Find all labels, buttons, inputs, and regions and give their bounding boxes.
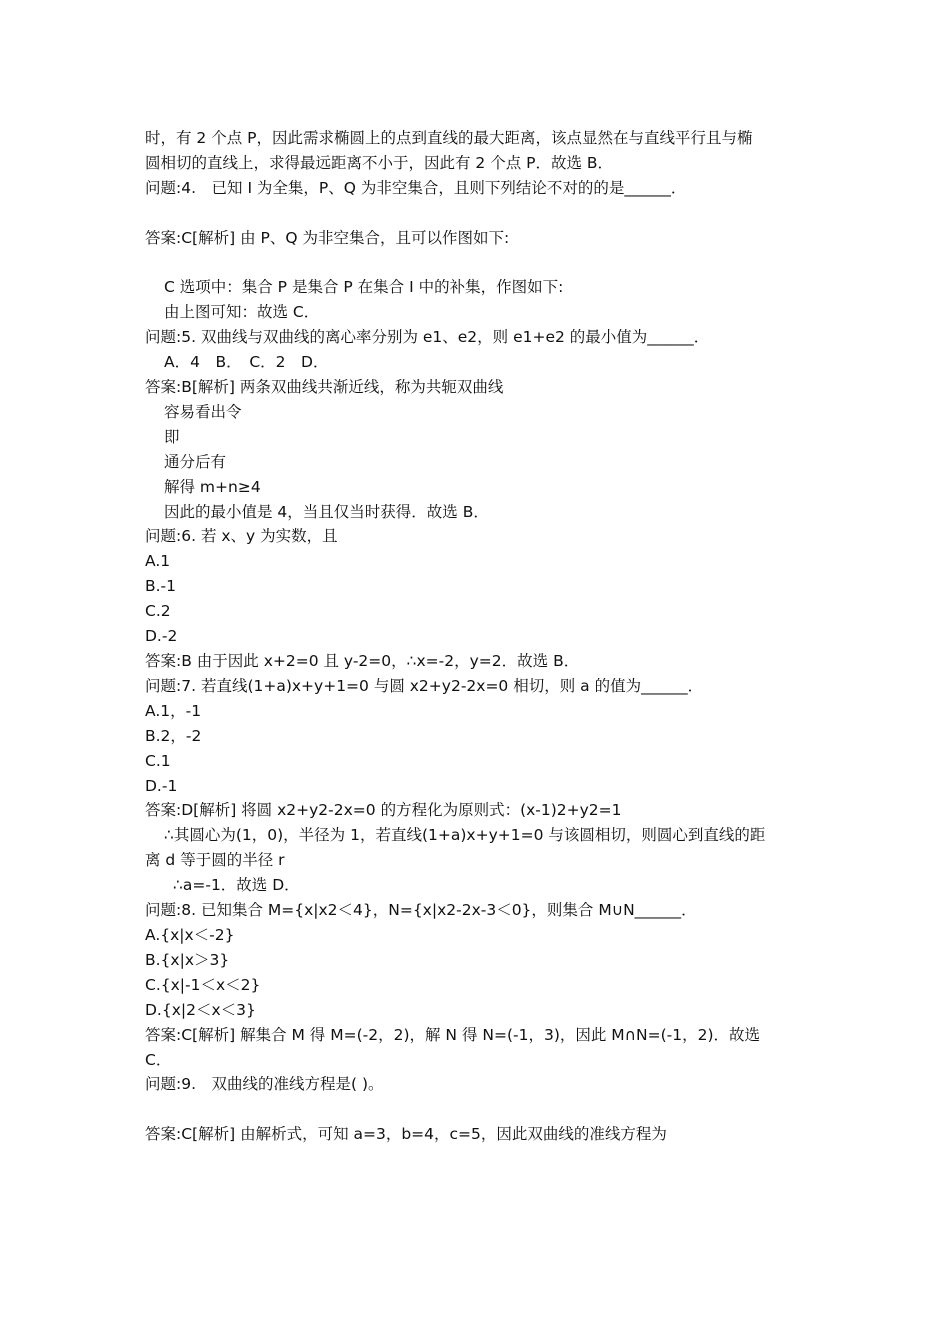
answer-7: 答案:D[解析] 将圆 x2+y2-2x=0 的方程化为原则式：(x-1)2+y2=1 [145,801,622,820]
question-9: 问题:9. 双曲线的准线方程是( )。 [145,1075,384,1094]
answer-4: 答案:C[解析] 由 P、Q 为非空集合，且可以作图如下: [145,228,510,247]
question-4: 问题:4. 已知 I 为全集，P、Q 为非空集合，且则下列结论不对的的是______． [145,178,687,197]
option-c: C.1 [145,751,171,770]
text-line: 由上图可知：故选 C． [164,303,320,322]
text-line: 解得 m+n≥4 [164,477,261,496]
text-line: 圆相切的直线上，求得最远距离不小于，因此有 2 个点 P．故选 B． [145,153,614,172]
answer-8: 答案:C[解析] 解集合 M 得 M=(-2，2)，解 N 得 N=(-1，3)，因此 M∩N=(-1，2)．故选 [145,1025,760,1044]
answer-6: 答案:B 由于因此 x+2=0 且 y-2=0，∴x=-2，y=2．故选 B． [145,652,580,670]
text-line: 时，有 2 个点 P，因此需求椭圆上的点到直线的最大距离，该点显然在与直线平行且与椭 [145,129,753,147]
text-line: 容易看出令 [164,402,242,421]
blank-line [145,201,810,226]
text-line: 因此的最小值是 4，当且仅当时获得．故选 B． [164,502,489,521]
blank-line [145,1097,810,1122]
text-line: 离 d 等于圆的半径 r [145,851,285,870]
option-c: C.2 [145,602,171,621]
option-a: A.{x|x＜-2} [145,925,235,944]
text-line: ∴a=-1．故选 D． [173,876,300,895]
question-7: 问题:7. 若直线(1+a)x+y+1=0 与圆 x2+y2-2x=0 相切，则 a 的值为______． [145,676,704,695]
answer-5: 答案:B[解析] 两条双曲线共渐近线，称为共轭双曲线 [145,378,504,397]
option-a: A.1 [145,552,171,571]
question-6: 问题:6. 若 x、y 为实数，且 [145,527,338,546]
option-b: B.{x|x＞3} [145,950,230,969]
text-line: 通分后有 [164,452,227,471]
option-d: D.-1 [145,776,178,795]
options-5: A．4 B． C．2 D． [164,353,329,372]
answer-9: 答案:C[解析] 由解析式，可知 a=3，b=4，c=5，因此双曲线的准线方程为 [145,1125,667,1144]
text-line: C． [145,1050,172,1069]
text-line: 即 [164,427,180,446]
text-line: ∴其圆心为(1，0)，半径为 1，若直线(1+a)x+y+1=0 与该圆相切，则圆心到直线的距 [164,826,766,845]
question-8: 问题:8. 已知集合 M={x|x2＜4}，N={x|x2-2x-3＜0}，则集合 M∪N______． [145,901,697,920]
option-d: D.{x|2＜x＜3} [145,1000,256,1019]
blank-line [145,251,810,276]
option-d: D.-2 [145,627,178,646]
option-a: A.1，-1 [145,701,202,720]
question-5: 问题:5. 双曲线与双曲线的离心率分别为 e1、e2，则 e1+e2 的最小值为______． [145,328,710,347]
text-line: C 选项中：集合 P 是集合 P 在集合 I 中的补集，作图如下: [164,278,564,297]
option-b: B.2，-2 [145,726,202,745]
document-body [145,126,810,1147]
option-b: B.-1 [145,577,177,596]
option-c: C.{x|-1＜x＜2} [145,975,261,994]
